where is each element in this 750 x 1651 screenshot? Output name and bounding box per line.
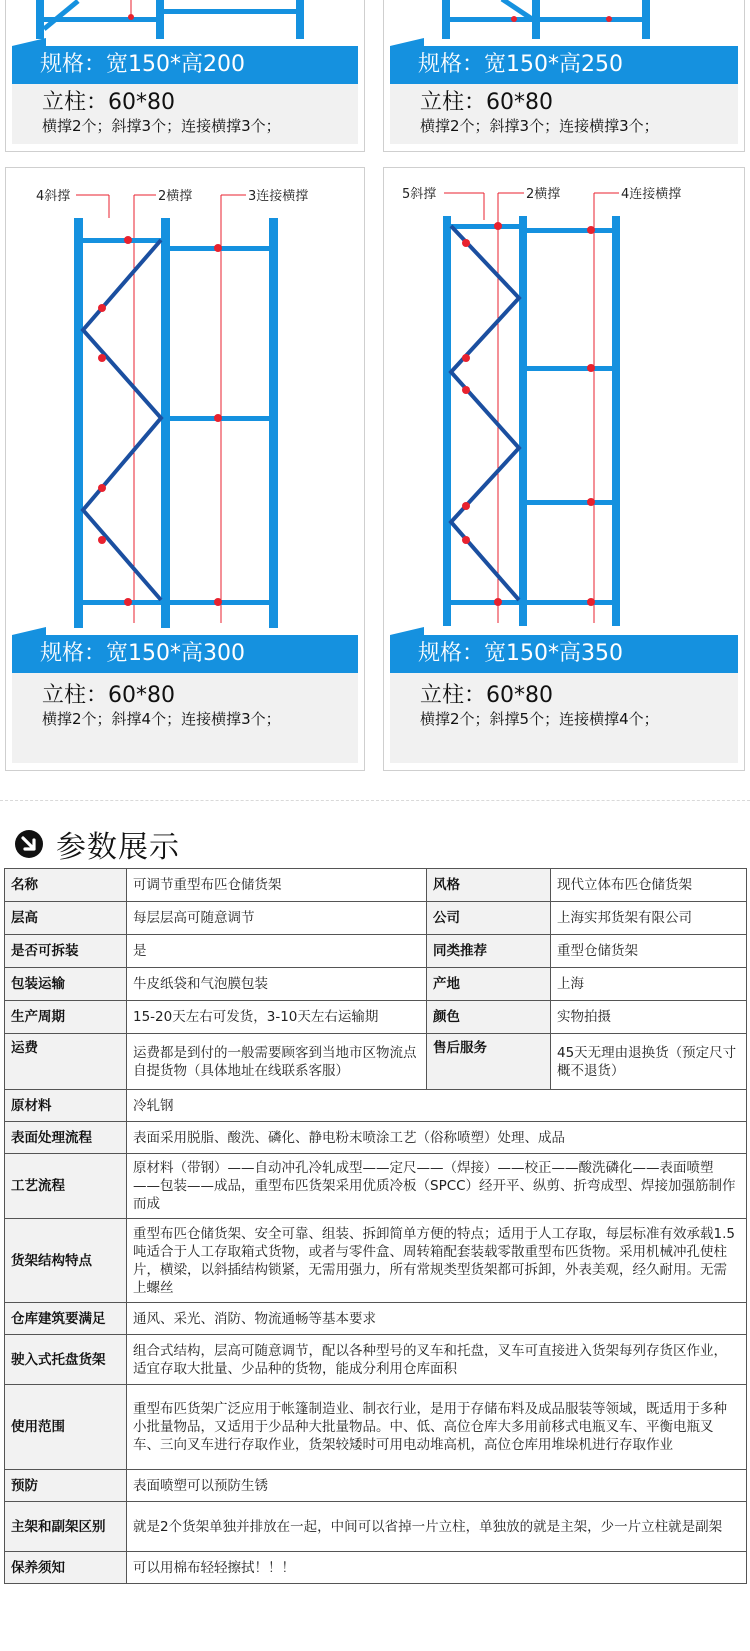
parts-text: 横撑2个；斜撑3个；连接横撑3个； — [42, 117, 281, 135]
param-value: 每层层高可随意调节 — [127, 902, 427, 935]
param-value: 现代立体布匹仓储货架 — [551, 869, 747, 902]
table-row — [5, 1090, 747, 1122]
spec-bar — [390, 46, 738, 84]
pillar-text: 立柱：60*80 — [420, 683, 553, 708]
table-row — [5, 1034, 747, 1090]
param-value: 组合式结构，层高可随意调节，配以各种型号的叉车和托盘，叉车可直接进入货架每列存货区作业，适宜存取大批量、少品种的货物，能成分利用仓库面积 — [127, 1335, 747, 1385]
param-key: 产地 — [427, 968, 551, 1001]
params-table — [4, 868, 747, 1584]
spec-text: 规格：宽150*高250 — [418, 52, 623, 77]
arrow-circle-icon — [14, 829, 44, 859]
parts-text: 横撑2个；斜撑4个；连接横撑3个； — [42, 710, 281, 728]
spec-card-4 — [383, 167, 745, 771]
param-key: 运费 — [5, 1034, 127, 1090]
label-connect: 3连接横撑 — [248, 189, 309, 204]
spec-bar — [390, 635, 738, 673]
table-row — [5, 902, 747, 935]
param-key: 同类推荐 — [427, 935, 551, 968]
param-key: 风格 — [427, 869, 551, 902]
spec-text: 规格：宽150*高350 — [418, 641, 623, 666]
param-key: 生产周期 — [5, 1001, 127, 1034]
table-row — [5, 935, 747, 968]
spec-box — [12, 84, 358, 144]
table-row — [5, 1001, 747, 1034]
param-key: 工艺流程 — [5, 1154, 127, 1219]
param-value: 重型仓储货架 — [551, 935, 747, 968]
param-value: 运费都是到付的一般需要顾客到当地市区物流点自提货物（具体地址在线联系客服） — [127, 1034, 427, 1090]
param-key: 名称 — [5, 869, 127, 902]
param-value: 牛皮纸袋和气泡膜包装 — [127, 968, 427, 1001]
rack-diagram-3 — [6, 168, 365, 648]
rack-diagram-1 — [6, 0, 365, 47]
spec-card-3 — [5, 167, 365, 771]
param-value: 可调节重型布匹仓储货架 — [127, 869, 427, 902]
table-row — [5, 1502, 747, 1552]
param-key: 驶入式托盘货架 — [5, 1335, 127, 1385]
param-value: 15-20天左右可发货，3-10天左右运输期 — [127, 1001, 427, 1034]
label-horizontal: 2横撑 — [526, 187, 561, 202]
param-value: 上海 — [551, 968, 747, 1001]
pillar-text: 立柱：60*80 — [420, 90, 553, 115]
parts-text: 横撑2个；斜撑5个；连接横撑4个； — [420, 710, 659, 728]
pillar-text: 立柱：60*80 — [42, 90, 175, 115]
spec-bar — [12, 46, 358, 84]
table-row — [5, 1385, 747, 1470]
spec-box — [390, 673, 738, 763]
table-row — [5, 1303, 747, 1335]
label-horizontal: 2横撑 — [158, 189, 193, 204]
parts-text: 横撑2个；斜撑3个；连接横撑3个； — [420, 117, 659, 135]
param-key: 使用范围 — [5, 1385, 127, 1470]
param-value: 可以用棉布轻轻擦拭！！！ — [127, 1552, 747, 1584]
table-row — [5, 1122, 747, 1154]
section-title: 参数展示 — [56, 830, 180, 865]
spec-bar — [12, 635, 358, 673]
param-key: 包装运输 — [5, 968, 127, 1001]
pillar-text: 立柱：60*80 — [42, 683, 175, 708]
table-row — [5, 1470, 747, 1502]
param-key: 公司 — [427, 902, 551, 935]
param-key: 预防 — [5, 1470, 127, 1502]
param-key: 表面处理流程 — [5, 1122, 127, 1154]
param-value: 原材料（带钢）——自动冲孔冷轧成型——定尺——（焊接）——校正——酸洗磷化——表面喷塑——包装——成品，重型布匹货架采用优质冷板（SPCC）经开平、纵剪、折弯成型、焊接加强筋制作而成 — [127, 1154, 747, 1219]
spec-box — [390, 84, 738, 144]
param-value: 是 — [127, 935, 427, 968]
section-header — [14, 822, 180, 866]
param-key: 层高 — [5, 902, 127, 935]
table-row — [5, 968, 747, 1001]
label-connect: 4连接横撑 — [621, 187, 682, 202]
spec-card-1 — [5, 0, 365, 152]
param-value: 表面喷塑可以预防生锈 — [127, 1470, 747, 1502]
rack-diagram-2 — [384, 0, 745, 47]
param-key: 仓库建筑要满足 — [5, 1303, 127, 1335]
param-key: 主架和副架区别 — [5, 1502, 127, 1552]
param-value: 通风、采光、消防、物流通畅等基本要求 — [127, 1303, 747, 1335]
param-value: 实物拍摄 — [551, 1001, 747, 1034]
spec-text: 规格：宽150*高200 — [40, 52, 245, 77]
table-row — [5, 1552, 747, 1584]
param-key: 保养须知 — [5, 1552, 127, 1584]
param-key: 货架结构特点 — [5, 1219, 127, 1303]
section-divider — [0, 800, 750, 801]
table-row — [5, 1219, 747, 1303]
spec-box — [12, 673, 358, 763]
rack-diagram-4 — [384, 168, 745, 648]
table-row — [5, 1335, 747, 1385]
table-row — [5, 869, 747, 902]
table-row — [5, 1154, 747, 1219]
label-diagonal: 5斜撑 — [402, 187, 437, 202]
label-diagonal: 4斜撑 — [36, 189, 71, 204]
param-value: 重型布匹仓储货架、安全可靠、组装、拆卸简单方便的特点；适用于人工存取，每层标准有效承载1.5吨适合于人工存取箱式货物，或者与零件盒、周转箱配套装载零散重型布匹货物。采用机械冲孔使柱片，横梁，以斜插结构锁紧，无需用强力，所有常规类型货架都可拆卸，外表美观，经久耐用。无需上螺丝 — [127, 1219, 747, 1303]
spec-text: 规格：宽150*高300 — [40, 641, 245, 666]
param-value: 上海实邦货架有限公司 — [551, 902, 747, 935]
spec-card-2 — [383, 0, 745, 152]
param-value: 45天无理由退换货（预定尺寸概不退货） — [551, 1034, 747, 1090]
param-key: 原材料 — [5, 1090, 127, 1122]
param-value: 就是2个货架单独并排放在一起，中间可以省掉一片立柱，单独放的就是主架，少一片立柱就是副架 — [127, 1502, 747, 1552]
param-key: 颜色 — [427, 1001, 551, 1034]
param-key: 是否可拆装 — [5, 935, 127, 968]
param-value: 冷轧钢 — [127, 1090, 747, 1122]
param-key: 售后服务 — [427, 1034, 551, 1090]
param-value: 表面采用脱脂、酸洗、磷化、静电粉末喷涂工艺（俗称喷塑）处理、成品 — [127, 1122, 747, 1154]
param-value: 重型布匹货架广泛应用于帐篷制造业、制衣行业，是用于存储布料及成品服装等领域，既适用于多种小批量物品，又适用于少品种大批量物品。中、低、高位仓库大多用前移式电瓶叉车、平衡电瓶叉车、三向叉车进行存取作业，货架较矮时可用电动堆高机，高位仓库用堆垛机进行存取作业 — [127, 1385, 747, 1470]
